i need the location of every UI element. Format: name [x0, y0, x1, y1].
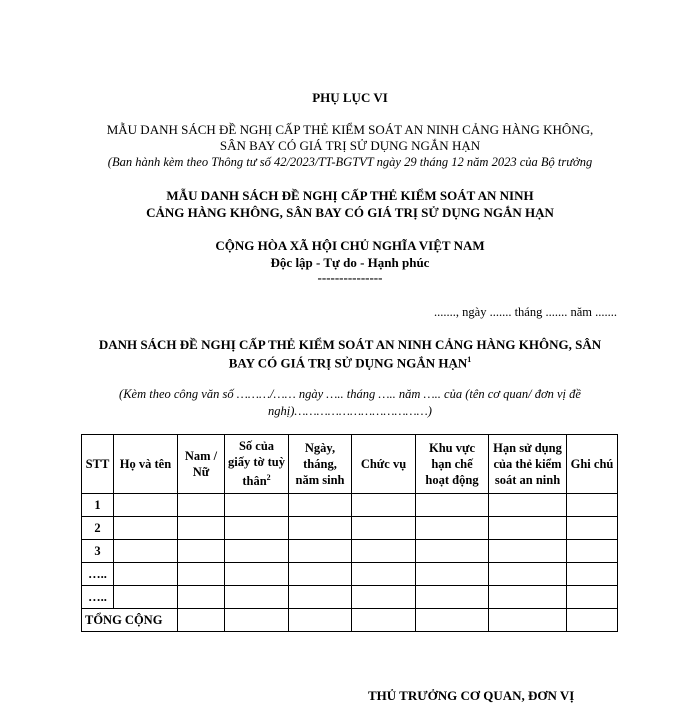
cell-area — [416, 563, 489, 586]
header-area-line3: hoạt động — [425, 473, 479, 487]
header-dob-line2: tháng, — [303, 457, 337, 471]
cell-gender — [178, 586, 225, 609]
header-id-line2: giấy tờ tuỳ — [228, 455, 285, 470]
table-total-row — [82, 609, 618, 632]
cell-area — [416, 586, 489, 609]
cell-dob — [289, 540, 352, 563]
cell-dob — [289, 517, 352, 540]
cell-gender — [178, 494, 225, 517]
list-title-text: BAY CÓ GIÁ TRỊ SỬ DỤNG NGẮN HẠN — [228, 355, 468, 371]
header-dob-line3: năm sinh — [295, 473, 345, 487]
list-title-line1: DANH SÁCH ĐỀ NGHỊ CẤP THẺ KIỂM SOÁT AN NINH CẢNG HÀNG KHÔNG, SÂN — [98, 337, 602, 352]
header-gender-line1: Nam / — [184, 449, 218, 463]
appendix-title: PHỤ LỤC VI — [312, 90, 388, 105]
cell-note — [567, 494, 618, 517]
cell-validity — [489, 517, 567, 540]
cell-position — [352, 517, 416, 540]
header-position: Chức vụ — [352, 435, 416, 494]
row-stt: 1 — [82, 494, 114, 517]
header-id-line1: Số của — [238, 439, 275, 454]
motto: Độc lập - Tự do - Hạnh phúc — [270, 255, 430, 270]
row-stt: 2 — [82, 517, 114, 540]
form-title-line2: SÂN BAY CÓ GIÁ TRỊ SỬ DỤNG NGẮN HẠN — [219, 138, 481, 153]
cell-dob — [289, 609, 352, 632]
cell-id — [225, 517, 289, 540]
cell-validity — [489, 540, 567, 563]
cell-area — [416, 494, 489, 517]
header-validity-line2: của thẻ kiểm — [493, 457, 562, 471]
header-id-footnote: 2 — [266, 473, 271, 483]
cell-note — [567, 609, 618, 632]
attached-line1: (Kèm theo công văn số ………/…… ngày ….. tháng ….. năm ….. của (tên cơ quan/ đơn vị đề — [119, 387, 581, 401]
cell-dob — [289, 586, 352, 609]
header-validity-line1: Hạn sử dụng — [493, 441, 562, 455]
cell-id — [225, 609, 289, 632]
cell-validity — [489, 563, 567, 586]
issued-note: (Ban hành kèm theo Thông tư số 42/2023/TT-BGTVT ngày 29 tháng 12 năm 2023 của Bộ trưởng — [107, 155, 593, 169]
cell-position — [352, 586, 416, 609]
form-title-line1: MẪU DANH SÁCH ĐỀ NGHỊ CẤP THẺ KIỂM SOÁT AN NINH CẢNG HÀNG KHÔNG, — [106, 122, 594, 137]
sample-heading-line1: MẪU DANH SÁCH ĐỀ NGHỊ CẤP THẺ KIỂM SOÁT AN NINH — [166, 188, 534, 203]
cell-name — [114, 494, 178, 517]
cell-gender — [178, 563, 225, 586]
attached-line2: nghị)………………………………) — [268, 404, 432, 418]
cell-area — [416, 517, 489, 540]
table-row — [82, 586, 618, 609]
signature-title: THỦ TRƯỞNG CƠ QUAN, ĐƠN VỊ — [368, 688, 575, 703]
sample-heading-line2: CẢNG HÀNG KHÔNG, SÂN BAY CÓ GIÁ TRỊ SỬ DỤNG NGẮN HẠN — [146, 205, 554, 220]
date-line: ......., ngày ....... tháng ....... năm ....... — [434, 305, 617, 319]
list-title-footnote: 1 — [467, 355, 472, 364]
header-gender — [178, 435, 225, 494]
cell-position — [352, 609, 416, 632]
header-note: Ghi chú — [567, 435, 618, 494]
header-gender-line2: Nữ — [192, 465, 210, 479]
table-header-row — [82, 435, 618, 494]
motto-underline: --------------- — [317, 270, 383, 285]
row-stt: ….. — [82, 586, 114, 609]
table-row — [82, 540, 618, 563]
header-dob — [289, 435, 352, 494]
row-stt: ….. — [82, 563, 114, 586]
header-validity-line3: soát an ninh — [494, 473, 561, 487]
cell-dob — [289, 494, 352, 517]
country-name: CỘNG HÒA XÃ HỘI CHỦ NGHĨA VIỆT NAM — [215, 238, 485, 253]
cell-gender — [178, 540, 225, 563]
header-area-line2: hạn chế — [431, 457, 473, 471]
cell-position — [352, 540, 416, 563]
header-id — [225, 435, 289, 494]
row-stt: 3 — [82, 540, 114, 563]
header-id-text: thân — [242, 474, 267, 489]
header-area-line1: Khu vực — [428, 441, 476, 455]
cell-validity — [489, 494, 567, 517]
cell-id — [225, 586, 289, 609]
cell-gender — [178, 517, 225, 540]
cell-name — [114, 517, 178, 540]
table-row — [82, 494, 618, 517]
cell-note — [567, 540, 618, 563]
cell-note — [567, 517, 618, 540]
cell-name — [114, 540, 178, 563]
header-validity — [489, 435, 567, 494]
header-stt: STT — [82, 435, 114, 494]
header-name: Họ và tên — [114, 435, 178, 494]
total-label: TỔNG CỘNG — [82, 609, 178, 632]
header-area — [416, 435, 489, 494]
cell-id — [225, 540, 289, 563]
header-id-line3 — [225, 470, 288, 489]
table-row — [82, 517, 618, 540]
cell-dob — [289, 563, 352, 586]
cell-name — [114, 586, 178, 609]
list-title-line2 — [0, 355, 700, 371]
header-dob-line1: Ngày, — [304, 441, 336, 455]
applicant-table — [81, 434, 618, 632]
cell-position — [352, 494, 416, 517]
cell-name — [114, 563, 178, 586]
cell-note — [567, 563, 618, 586]
cell-validity — [489, 586, 567, 609]
cell-note — [567, 586, 618, 609]
cell-position — [352, 563, 416, 586]
cell-area — [416, 609, 489, 632]
cell-gender — [178, 609, 225, 632]
cell-id — [225, 494, 289, 517]
cell-validity — [489, 609, 567, 632]
cell-area — [416, 540, 489, 563]
table-row — [82, 563, 618, 586]
cell-id — [225, 563, 289, 586]
